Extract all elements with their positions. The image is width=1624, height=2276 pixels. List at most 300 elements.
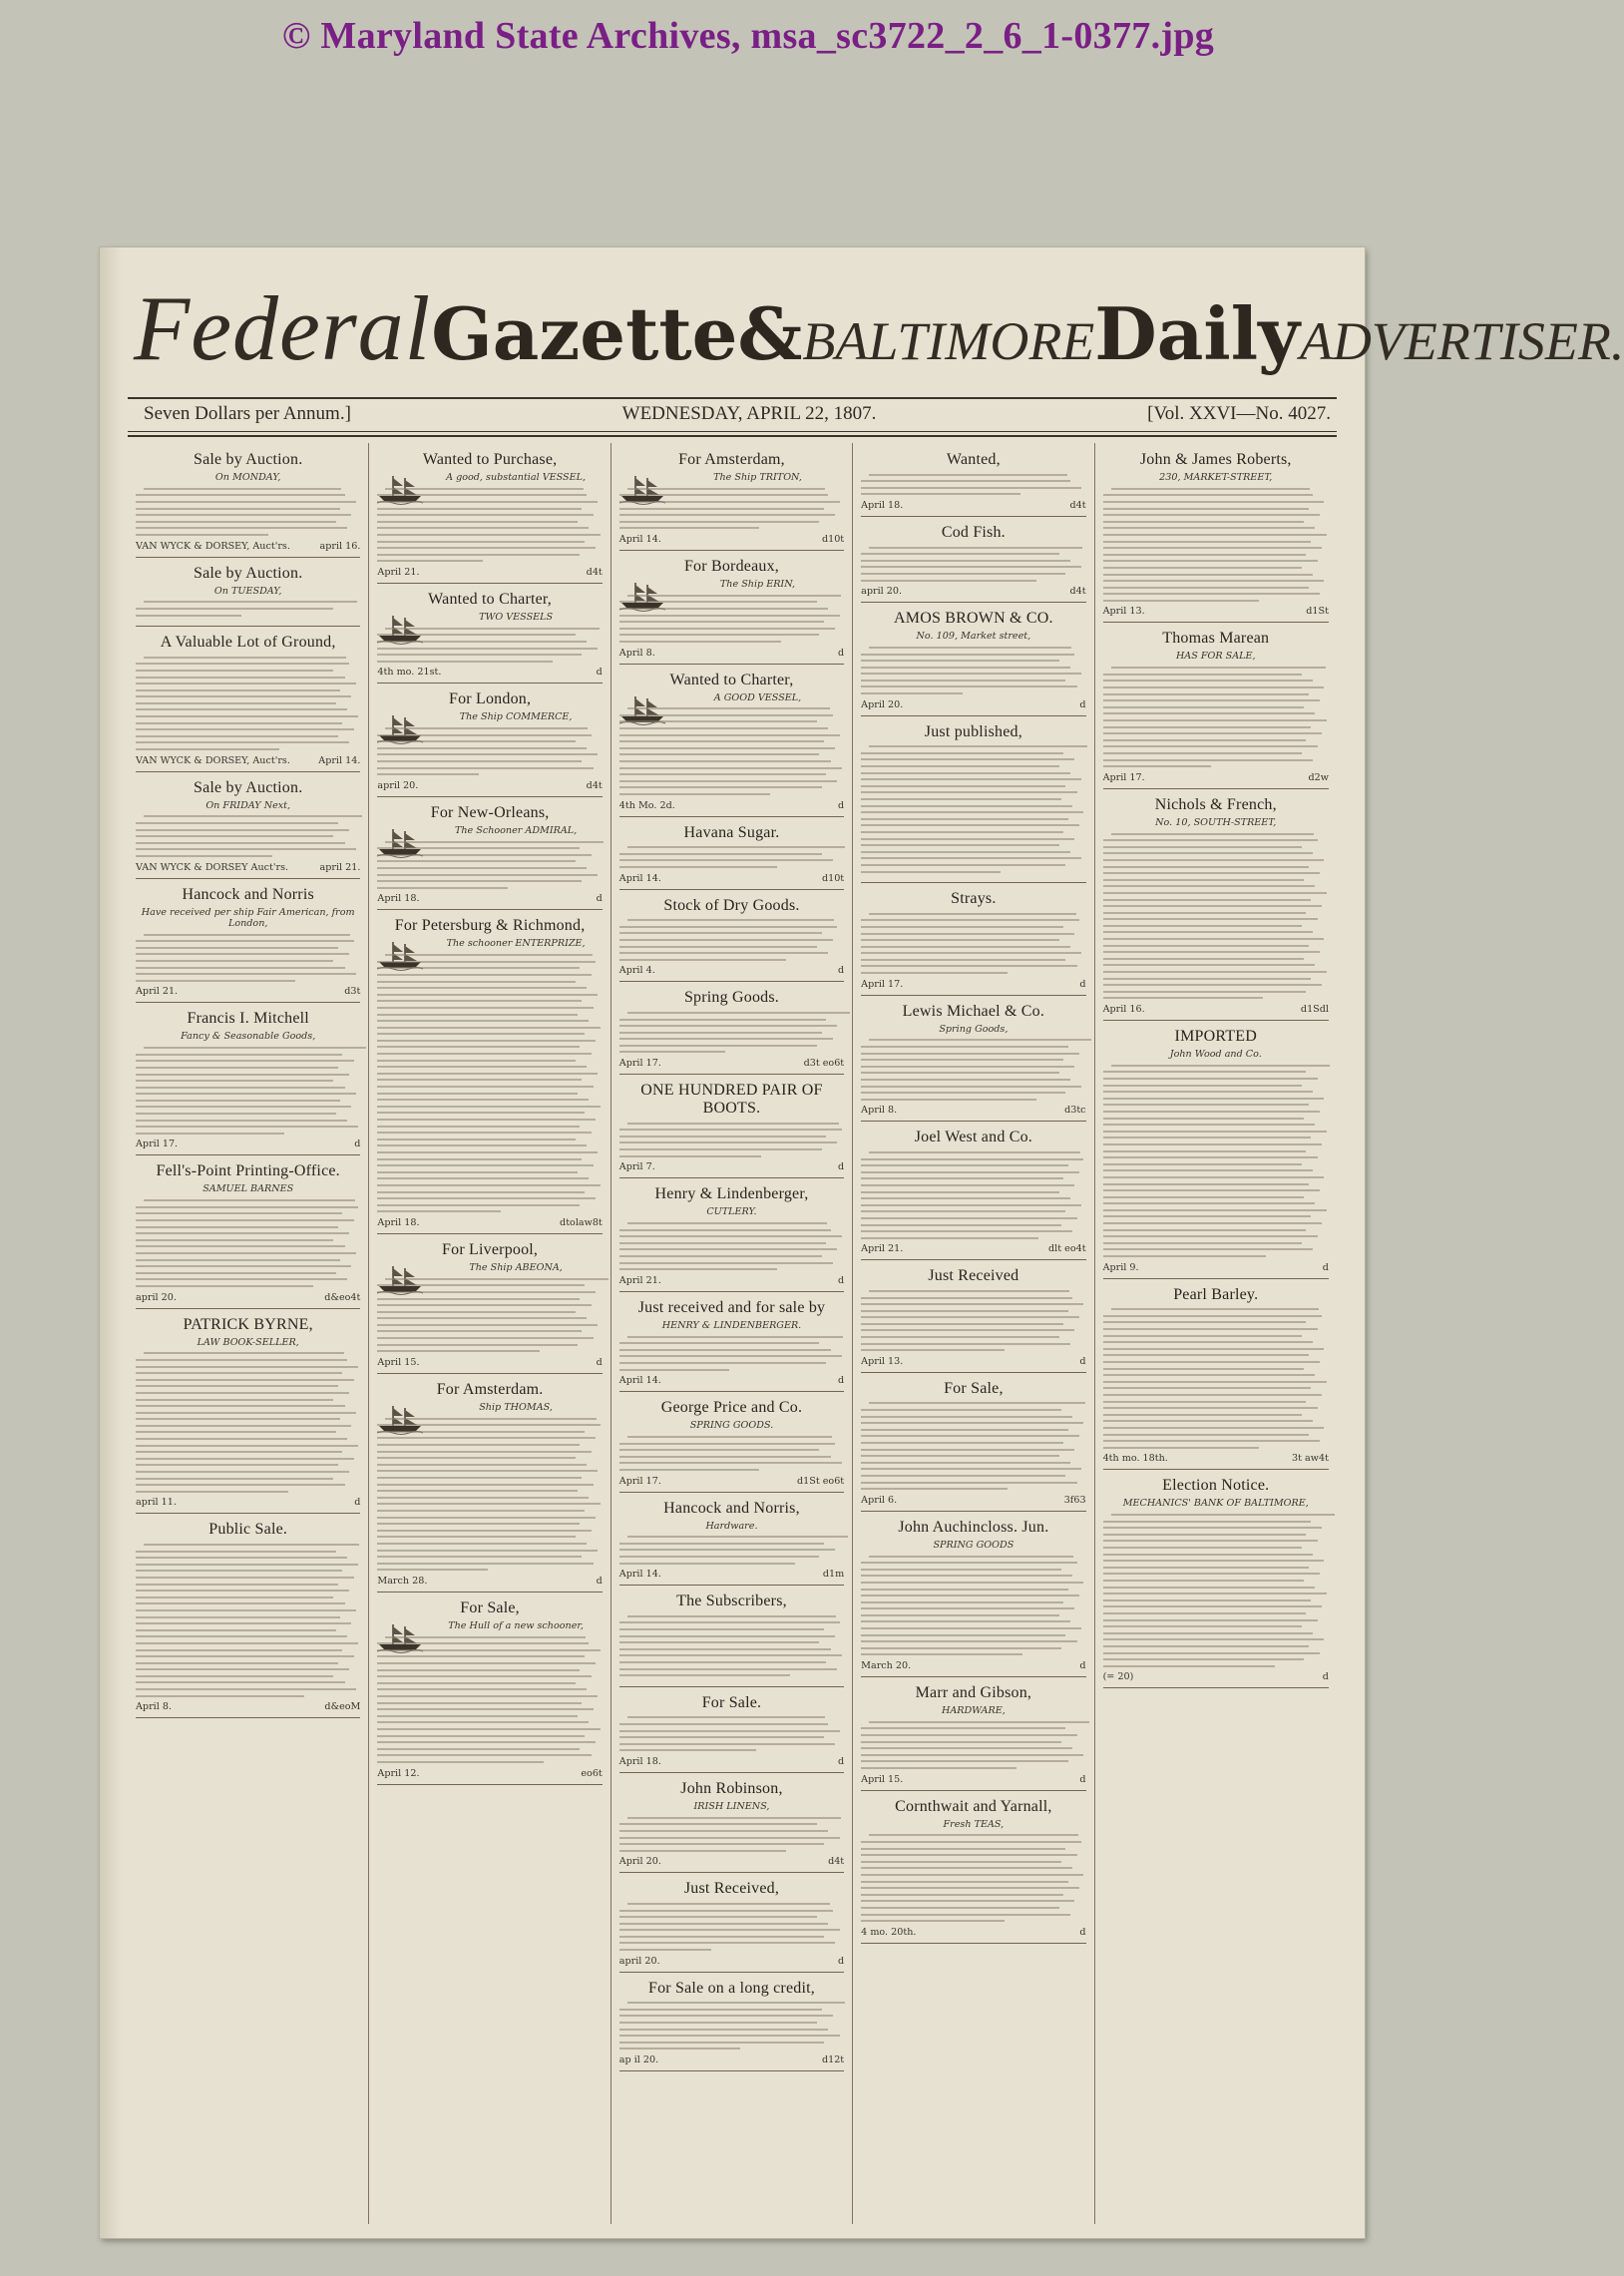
body-text-line (619, 1621, 840, 1623)
advertisement (136, 775, 360, 879)
body-text-line (861, 811, 1083, 813)
body-text-line (136, 1412, 356, 1414)
body-text-line (377, 494, 587, 496)
body-text-line (1103, 554, 1307, 556)
body-text-line (136, 1649, 342, 1651)
body-text-line (377, 1112, 584, 1114)
body-text-line (1103, 765, 1212, 767)
body-text-line (377, 1728, 600, 1730)
body-text-line (861, 1620, 1070, 1622)
body-text-line (136, 683, 356, 684)
advertisement-body-lines (1103, 1514, 1329, 1667)
body-text-line (136, 670, 333, 672)
advertisement (861, 1794, 1085, 1944)
body-text-line (136, 980, 295, 982)
advertisement-heading: John Robinson, (680, 1779, 783, 1797)
body-text-line (377, 874, 598, 876)
body-text-line (377, 1655, 584, 1657)
body-text-line (136, 1622, 351, 1624)
advertisement-footer (861, 1660, 1085, 1671)
advertisement-body-lines (861, 1402, 1085, 1490)
body-text-line (136, 677, 345, 679)
body-text-line (136, 615, 241, 617)
body-text-line (869, 745, 1087, 747)
advertisement (619, 1181, 844, 1292)
body-text-line (377, 1344, 578, 1346)
body-text-line (619, 2029, 829, 2031)
footer-code: d (838, 1955, 845, 1967)
advertisement (377, 1377, 602, 1593)
footer-date: April 20. (618, 1856, 661, 1868)
body-text-line (136, 1259, 340, 1261)
advertisement-heading: For London, (448, 690, 532, 708)
body-text-line (377, 961, 596, 963)
advertisement-heading: For Sale on a long credit, (648, 1979, 815, 1997)
footer-date: April 4. (618, 965, 655, 977)
advertisement (377, 447, 602, 584)
body-text-line (861, 1099, 1036, 1101)
body-text-line (136, 1252, 356, 1254)
body-text-line (136, 1695, 304, 1697)
advertisement-footer (136, 986, 360, 997)
advertisement-heading: For Bordeaux, (683, 557, 779, 575)
body-text-line (1103, 1335, 1302, 1337)
body-text-line (619, 1229, 831, 1231)
body-text-line (1103, 839, 1318, 841)
body-text-line (377, 1754, 591, 1756)
advertisement-subheading: The Ship ERIN, (719, 578, 796, 590)
body-text-line (1103, 899, 1311, 901)
body-text-line (619, 1032, 822, 1034)
footer-date: April 17. (861, 978, 904, 990)
body-text-line (144, 1047, 366, 1049)
advertisement-body-lines (619, 1716, 844, 1751)
advertisement-footer (619, 1275, 844, 1286)
body-text-line (1103, 1593, 1327, 1594)
body-text-line (627, 1336, 843, 1338)
body-text-line (136, 521, 336, 523)
volume-number: [Vol. XXVI—No. 4027. (1147, 403, 1331, 424)
advertisement-body-lines (1103, 488, 1329, 602)
body-text-line (1103, 1235, 1318, 1237)
body-text-line (136, 722, 342, 724)
body-text-line (377, 1715, 578, 1717)
body-text-line (1103, 574, 1314, 576)
footer-code: d (838, 965, 845, 977)
advertisement (619, 893, 844, 983)
advertisement (619, 985, 844, 1075)
body-text-line (861, 864, 1065, 866)
body-text-line (861, 1741, 1061, 1743)
body-text-line (377, 1470, 598, 1472)
body-text-line (136, 1635, 347, 1637)
body-text-line (136, 728, 354, 730)
body-text-line (377, 1431, 584, 1433)
advertisement (861, 886, 1085, 996)
body-text-line (861, 1569, 1061, 1571)
body-text-line (136, 1067, 338, 1069)
body-text-line (619, 1723, 829, 1725)
advertisement-footer (619, 1956, 844, 1967)
footer-code: d4t (586, 779, 603, 791)
body-text-line (1103, 964, 1316, 966)
body-text-line (1103, 1137, 1311, 1138)
body-text-line (1103, 1196, 1304, 1198)
advertisement-body-lines (136, 815, 360, 857)
advertisement-footer (1103, 1004, 1329, 1015)
body-text-line (136, 514, 351, 516)
advertisement-footer (861, 500, 1085, 511)
advertisement-subheading: SAMUEL BARNES (203, 1183, 294, 1195)
body-text-line (1103, 560, 1318, 562)
body-text-line (619, 1255, 822, 1257)
advertisement-subheading: The Ship ABEONA, (469, 1261, 563, 1273)
body-text-line (136, 1484, 345, 1486)
body-text-line (377, 747, 587, 749)
body-text-line (1103, 892, 1327, 894)
body-text-line (377, 1144, 587, 1146)
body-text-line (1111, 1308, 1319, 1310)
footer-date: March 28. (377, 1575, 428, 1587)
advertisement-heading: Strays. (951, 890, 997, 908)
advertisement-subheading: LAW BOOK-SELLER, (197, 1336, 299, 1348)
column-3 (611, 443, 853, 2224)
body-text-line (619, 1443, 835, 1445)
body-text-line (1103, 1434, 1309, 1436)
body-text-line (861, 1601, 1063, 1603)
body-text-line (1103, 1118, 1304, 1120)
body-text-line (619, 1362, 826, 1364)
footer-date: April 8. (618, 647, 655, 659)
body-text-line (1103, 1091, 1314, 1093)
body-text-line (377, 1066, 587, 1068)
body-text-line (619, 753, 820, 755)
advertisement-subheading: The Ship COMMERCE, (459, 711, 573, 723)
body-text-line (1103, 567, 1302, 569)
body-text-line (861, 566, 1081, 568)
footer-code: d1Sdl (1300, 1004, 1329, 1016)
body-text-line (377, 767, 593, 769)
advertisement-footer (619, 534, 844, 545)
footer-date: april 20. (618, 1955, 660, 1967)
body-text-line (861, 1848, 1065, 1850)
footer-date: april 20. (377, 779, 419, 791)
body-text-line (377, 1708, 593, 1710)
body-text-line (136, 1451, 342, 1453)
body-text-line (619, 747, 835, 749)
advertisement-body-lines (377, 1418, 602, 1572)
archive-watermark-banner (0, 0, 1496, 72)
body-text-line (136, 708, 347, 710)
footer-date: March 20. (861, 1660, 912, 1672)
body-text-line (377, 1330, 582, 1332)
advertisement (377, 1237, 602, 1374)
advertisement (1103, 447, 1329, 623)
advertisement-subheading: A GOOD VESSEL, (713, 691, 802, 703)
footer-code: d4t (1069, 499, 1086, 511)
body-text-line (861, 1059, 1063, 1061)
body-text-line (377, 867, 587, 869)
body-text-line (861, 1449, 1074, 1451)
footer-code: d (838, 1161, 845, 1173)
body-text-line (377, 1682, 575, 1684)
footer-date: April 17. (1102, 771, 1145, 783)
body-text-line (377, 547, 596, 549)
body-text-line (619, 501, 840, 503)
body-text-line (385, 841, 604, 843)
body-text-line (861, 1907, 1058, 1909)
advertisement (136, 882, 360, 1004)
body-text-line (1103, 938, 1325, 940)
body-text-line (136, 1278, 347, 1280)
advertisement-footer (1103, 772, 1329, 783)
advertisement-body-lines (619, 919, 844, 961)
body-text-line (377, 1350, 539, 1352)
footer-code: d1m (822, 1569, 845, 1581)
advertisement-heading: AMOS BROWN & CO. (894, 610, 1053, 628)
advertisement (619, 1776, 844, 1873)
body-text-line (861, 1627, 1081, 1629)
body-text-line (861, 824, 1079, 826)
body-text-line (627, 846, 846, 848)
body-text-line (1103, 1189, 1320, 1191)
advertisement-body-lines (136, 1352, 360, 1492)
body-text-line (1103, 879, 1304, 881)
body-text-line (861, 1894, 1063, 1896)
body-text-line (136, 1087, 345, 1089)
body-text-line (377, 1530, 591, 1532)
body-text-line (1103, 1427, 1325, 1429)
body-text-line (619, 1563, 795, 1565)
body-text-line (1103, 1163, 1302, 1165)
advertisement-heading: Cornthwait and Yarnall, (895, 1797, 1052, 1815)
advertisement-subheading: Ship THOMAS, (479, 1401, 553, 1413)
advertisement-body-lines (136, 1199, 360, 1287)
body-text-line (619, 1910, 833, 1912)
footer-date: April 17. (618, 1475, 661, 1487)
body-text-line (861, 1237, 1038, 1239)
body-text-line (861, 1653, 1022, 1655)
body-text-line (385, 954, 592, 956)
body-text-line (1103, 918, 1318, 920)
advertisement-body-lines (861, 647, 1085, 694)
footer-code: d (838, 799, 845, 811)
advertisement (136, 447, 360, 558)
advertisement-subheading: 230, MARKET-STREET, (1159, 472, 1273, 483)
body-text-line (377, 1304, 591, 1306)
body-text-line (619, 608, 829, 610)
body-text-line (619, 1456, 831, 1458)
advertisement-footer (861, 1243, 1085, 1254)
body-text-line (619, 1136, 826, 1138)
advertisement-heading: Wanted to Purchase, (422, 451, 558, 468)
body-text-line (1103, 1420, 1314, 1422)
body-text-line (1103, 1354, 1309, 1356)
body-text-line (1103, 1361, 1320, 1363)
body-text-line (619, 2022, 817, 2024)
body-text-line (377, 1424, 600, 1426)
body-text-line (136, 715, 358, 717)
footer-code: 3f63 (1063, 1494, 1086, 1506)
body-text-line (861, 831, 1063, 833)
body-text-line (136, 494, 345, 496)
body-text-line (861, 580, 1036, 582)
advertisement-body-lines (136, 934, 360, 982)
body-text-line (861, 1607, 1074, 1609)
body-text-line (144, 934, 350, 936)
body-text-line (861, 791, 1076, 793)
advertisement-body-lines (1103, 1308, 1329, 1448)
body-text-line (619, 727, 829, 729)
body-text-line (861, 1204, 1081, 1206)
body-text-line (136, 835, 333, 837)
advertisement-body-lines (136, 601, 360, 616)
body-text-line (861, 667, 1070, 669)
footer-code: d (838, 1755, 845, 1767)
body-text-line (1103, 1534, 1307, 1536)
body-text-line (377, 1642, 589, 1644)
body-text-line (136, 1366, 358, 1368)
body-text-line (619, 615, 840, 617)
body-text-line (385, 1278, 608, 1280)
advertisement (377, 587, 602, 683)
body-text-line (377, 1099, 589, 1101)
body-text-line (619, 1850, 786, 1852)
body-text-line (136, 1629, 336, 1631)
body-text-line (861, 1349, 1005, 1351)
footer-code: d (1079, 698, 1086, 710)
body-text-line (136, 960, 333, 962)
body-text-line (619, 2048, 741, 2049)
footer-date: April 18. (861, 499, 904, 511)
dateline-rule-bottom (128, 435, 1337, 437)
advertisement-heading: Francis I. Mitchell (187, 1010, 309, 1028)
body-text-line (1103, 1215, 1311, 1217)
body-text-line (136, 848, 356, 850)
body-text-line (861, 1575, 1072, 1577)
advertisement-heading: For Liverpool, (442, 1240, 539, 1258)
body-text-line (136, 501, 356, 503)
body-text-line (1103, 508, 1309, 510)
body-text-line (619, 1837, 840, 1839)
advertisement-body-lines (861, 1721, 1085, 1769)
masthead-daily: Daily (1094, 291, 1300, 376)
body-text-line (619, 1342, 820, 1344)
footer-date: April 20. (861, 698, 904, 710)
body-text-line (1103, 859, 1325, 861)
body-text-line (377, 1007, 593, 1009)
advertisement (619, 1690, 844, 1773)
body-text-line (627, 488, 825, 490)
body-text-line (136, 1681, 345, 1683)
body-text-line (1103, 905, 1323, 907)
body-text-line (619, 494, 829, 496)
body-text-line (619, 1129, 842, 1131)
advertisement (619, 447, 844, 551)
body-text-line (377, 1298, 580, 1300)
body-text-line (377, 760, 582, 762)
body-text-line (136, 1458, 354, 1460)
body-text-line (136, 1126, 358, 1128)
body-text-line (136, 1445, 358, 1447)
body-text-line (861, 1582, 1083, 1584)
advertisement-body-lines (861, 1290, 1085, 1351)
body-text-line (1103, 706, 1304, 708)
body-text-line (1103, 521, 1304, 523)
body-text-line (377, 753, 598, 755)
body-text-line (627, 1716, 825, 1718)
body-text-line (861, 680, 1065, 682)
advertisement (619, 1589, 844, 1687)
advertisement-footer (377, 1768, 602, 1779)
body-text-line (619, 773, 826, 775)
body-text-line (861, 972, 1008, 974)
body-text-line (1103, 514, 1320, 516)
body-text-line (861, 1435, 1079, 1437)
body-text-line (377, 1497, 589, 1499)
body-text-line (377, 880, 582, 882)
body-text-line (1103, 1111, 1320, 1113)
body-text-line (861, 1881, 1067, 1883)
body-text-line (377, 654, 582, 656)
advertisement-body-lines (136, 488, 360, 536)
advertisement-subheading: No. 10, SOUTH-STREET, (1155, 816, 1277, 828)
body-text-line (619, 1749, 756, 1751)
advertisement-footer (861, 1495, 1085, 1506)
footer-date: 4th Mo. 2d. (618, 799, 675, 811)
footer-code: april 16. (319, 540, 361, 552)
advertisement-footer (861, 1105, 1085, 1116)
footer-code: d10t (821, 533, 845, 545)
advertisement-footer (377, 893, 602, 904)
body-text-line (1103, 1229, 1307, 1231)
body-text-line (861, 1442, 1063, 1444)
body-text-line (861, 553, 1058, 555)
body-text-line (136, 663, 349, 665)
advertisement (136, 1312, 360, 1515)
body-text-line (144, 601, 357, 603)
body-text-line (619, 514, 835, 516)
body-text-line (1111, 667, 1326, 669)
body-text-line (136, 1577, 354, 1579)
body-text-line (861, 1488, 1008, 1490)
body-text-line (136, 1602, 345, 1604)
masthead-baltimore: BALTIMORE (802, 311, 1095, 371)
body-text-line (377, 1735, 584, 1737)
body-text-line (861, 1329, 1074, 1331)
advertisement-body-lines (861, 1039, 1085, 1100)
advertisement-body-lines (619, 1222, 844, 1270)
advertisement (861, 1515, 1085, 1677)
body-text-line (377, 1695, 598, 1697)
body-text-line (136, 1557, 347, 1559)
body-text-line (1103, 580, 1325, 582)
advertisement-subheading: MECHANICS' BANK OF BALTIMORE, (1122, 1498, 1309, 1510)
body-text-line (136, 1133, 284, 1135)
body-text-line (136, 1688, 356, 1690)
body-text-line (385, 1636, 586, 1638)
footer-date: April 21. (136, 986, 179, 998)
footer-date: april 20. (861, 586, 903, 598)
column-2 (369, 443, 610, 2224)
advertisement-heading: For Amsterdam. (436, 1380, 544, 1398)
body-text-line (1103, 1248, 1314, 1250)
advertisement (377, 686, 602, 797)
body-text-line (861, 1455, 1058, 1457)
body-text-line (1103, 494, 1314, 496)
advertisement (377, 913, 602, 1234)
body-text-line (136, 1675, 333, 1677)
